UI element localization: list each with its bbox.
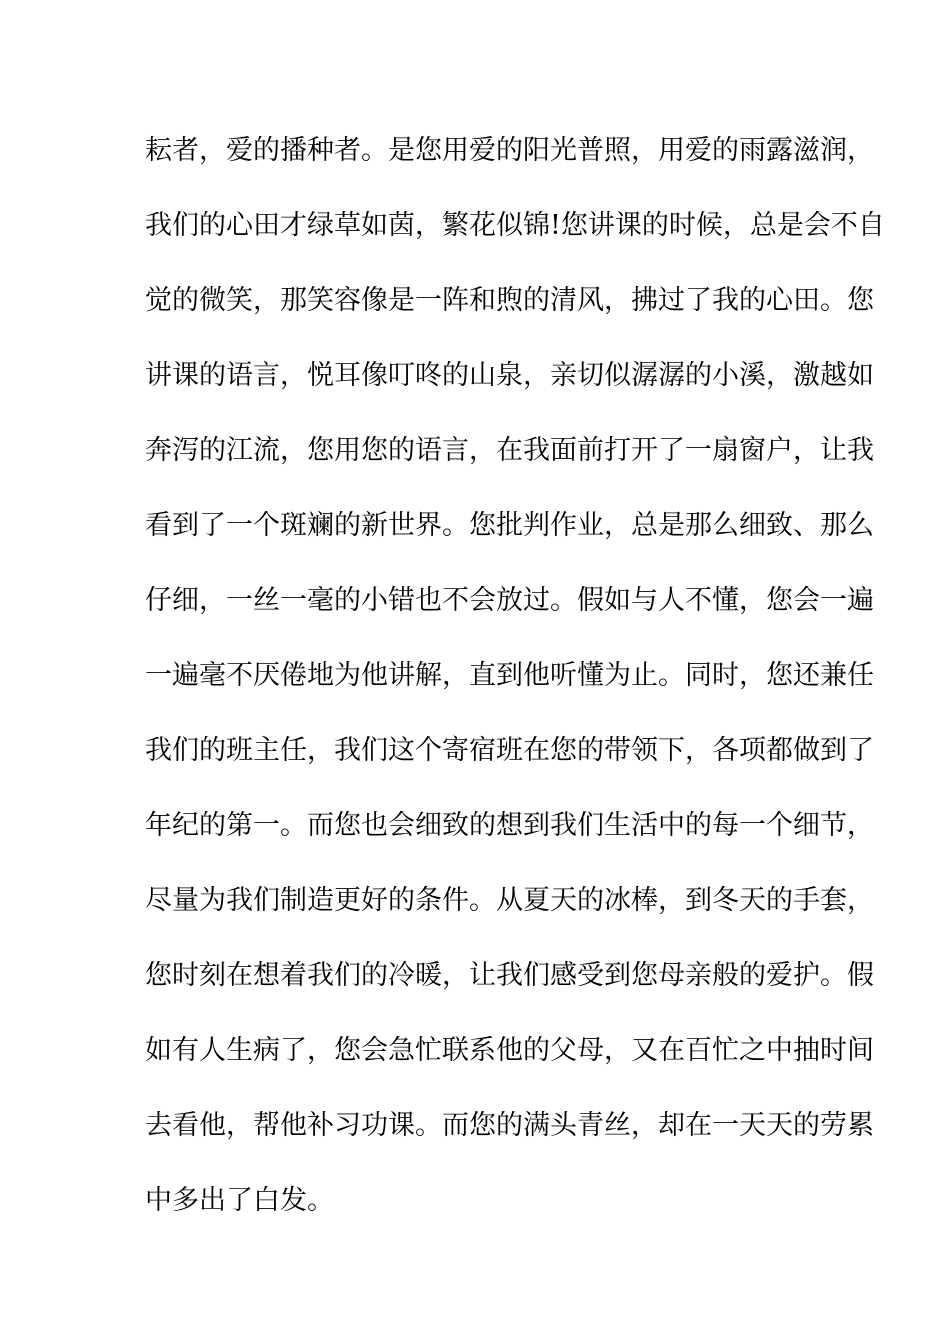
text-line: 仔细，一丝一毫的小错也不会放过。假如与人不懂，您会一遍 — [145, 585, 874, 616]
text-line: 我们的班主任，我们这个寄宿班在您的带领下，各项都做到了 — [145, 735, 874, 766]
text-line: 去看他，帮他补习功课。而您的满头青丝，却在一天天的劳累 — [145, 1110, 874, 1141]
paragraph — [145, 128, 885, 1253]
text-line: 年纪的第一。而您也会细致的想到我们生活中的每一个细节， — [145, 810, 874, 841]
text-line: 您时刻在想着我们的冷暖，让我们感受到您母亲般的爱护。假 — [145, 960, 874, 991]
text-line: 尽量为我们制造更好的条件。从夏天的冰棒，到冬天的手套， — [145, 885, 874, 916]
text-line: 看到了一个斑斓的新世界。您批判作业，总是那么细致、那么 — [145, 510, 874, 541]
text-line: 如有人生病了，您会急忙联系他的父母，又在百忙之中抽时间 — [145, 1035, 874, 1066]
text-line: 中多出了白发。 — [145, 1185, 334, 1216]
text-line: 耘者，爱的播种者。是您用爱的阳光普照，用爱的雨露滋润， — [145, 135, 874, 166]
text-line: 讲课的语言，悦耳像叮咚的山泉，亲切似潺潺的小溪，激越如 — [145, 360, 874, 391]
text-line: 觉的微笑，那笑容像是一阵和煦的清风，拂过了我的心田。您 — [145, 285, 874, 316]
text-line: 奔泻的江流，您用您的语言，在我面前打开了一扇窗户，让我 — [145, 435, 874, 466]
text-line: 一遍毫不厌倦地为他讲解，直到他听懂为止。同时，您还兼任 — [145, 660, 874, 691]
text-line: 我们的心田才绿草如茵，繁花似锦!您讲课的时候，总是会不自 — [145, 210, 885, 241]
